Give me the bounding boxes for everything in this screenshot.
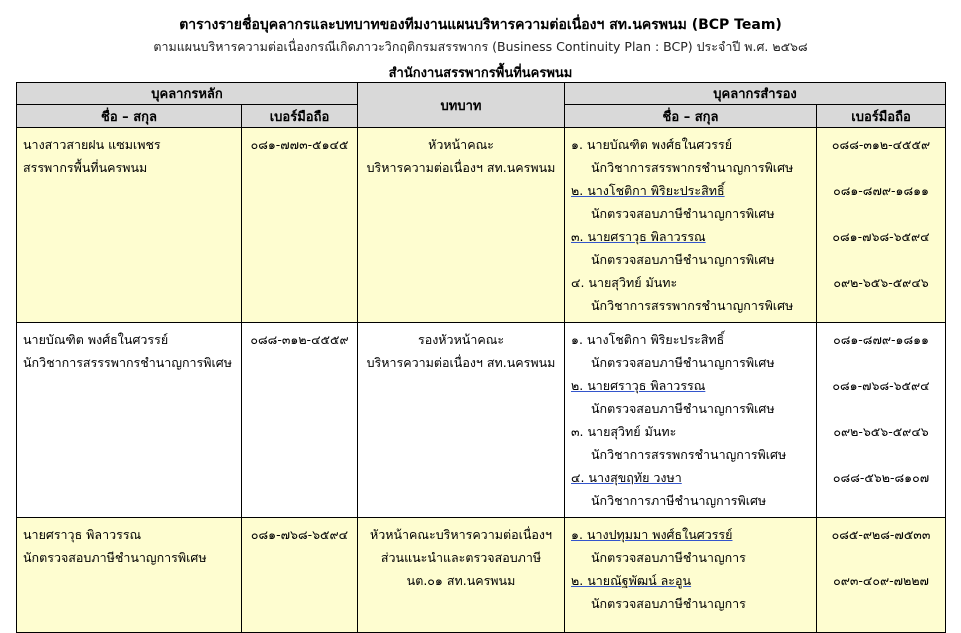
role-cell [358, 128, 565, 323]
bcp-team-table [16, 82, 946, 633]
main-phone-cell [242, 323, 358, 518]
backup-name: ๑. นายบัณฑิต พงศ์ธในศวรรย์ [571, 137, 733, 152]
backup-name: ๑. นางปทุมมา พงศ์ธในศวรรย์ [571, 527, 733, 542]
header-main-personnel: บุคลากรหลัก [17, 83, 358, 105]
backup-phone: ๐๘๑-๘๗๙-๑๘๑๑ [833, 332, 929, 347]
header-backup-name: ชื่อ – สกุล [565, 105, 817, 128]
backup-title: นักตรวจสอบภาษีชำนาญการ [591, 550, 746, 565]
backup-name: ๓. นายสุวิทย์ มันทะ [571, 424, 677, 439]
main-person-phone: ๐๘๘-๓๑๒-๔๕๕๙ [250, 332, 349, 347]
backup-phone: ๐๘๕-๙๒๘-๗๕๓๓ [831, 527, 931, 542]
main-person-name: นายศราวุธ พิลาวรรณ [23, 527, 142, 542]
document-subtitle: ตามแผนบริหารความต่อเนื่องกรณีเกิดภาวะวิกฤติกรมสรรพากร (Business Continuity Plan : BCP) ประจำปี พ.ศ. ๒๕๖๘ [153, 39, 808, 54]
office-name: สำนักงานสรรพากรพื้นที่นครพนม [388, 66, 573, 81]
header-backup-phone: เบอร์มือถือ [817, 105, 946, 128]
backup-names-cell [565, 128, 817, 323]
main-person-cell [17, 128, 242, 323]
backup-name: ๒. นางโชติกา พิริยะประสิทธิ์ [571, 183, 725, 198]
role-line: บริหารความต่อเนื่องฯ สท.นครพนม [366, 355, 556, 370]
main-person-phone: ๐๘๑-๗๖๘-๖๕๙๔ [250, 527, 349, 542]
backup-phones-cell [817, 128, 946, 323]
table-row [17, 323, 946, 518]
main-person-phone: ๐๘๑-๗๗๓-๕๑๔๕ [250, 137, 349, 152]
backup-phone: ๐๙๒-๖๕๖-๕๙๔๖ [833, 424, 929, 439]
backup-name: ๒. นายศราวุธ พิลาวรรณ [571, 378, 706, 393]
backup-title: นักวิชาการสรรพกรชำนาญการพิเศษ [591, 447, 787, 462]
backup-phones-cell [817, 323, 946, 518]
backup-name: ๔. นางสุขฤทัย วงษา [571, 470, 682, 485]
backup-name: ๒. นายณัฐพัฒน์ ละอูน [571, 573, 692, 588]
backup-title: นักตรวจสอบภาษีชำนาญการพิเศษ [591, 401, 775, 416]
backup-title: นักตรวจสอบภาษีชำนาญการพิเศษ [591, 355, 775, 370]
backup-title: นักวิชาการสรรพากรชำนาญการพิเศษ [591, 298, 794, 313]
backup-title: นักวิชาการภาษีชำนาญการพิเศษ [591, 493, 767, 508]
backup-name: ๓. นายศราวุธ พิลาวรรณ [571, 229, 706, 244]
backup-phone: ๐๙๒-๖๕๖-๕๙๔๖ [833, 275, 929, 290]
backup-phone: ๐๘๑-๗๖๘-๖๕๙๔ [832, 378, 930, 393]
role-line: รองหัวหน้าคณะ [417, 332, 505, 347]
backup-phone: ๐๙๓-๔๐๙-๗๒๒๗ [833, 573, 929, 588]
backup-names-cell [565, 323, 817, 518]
main-phone-cell [242, 128, 358, 323]
backup-phone: ๐๘๘-๓๑๒-๔๕๕๙ [831, 137, 931, 152]
backup-phones-cell [817, 518, 946, 633]
document-title: ตารางรายชื่อบุคลากรและบทบาทของทีมงานแผนบริหารความต่อเนื่องฯ สท.นครพนม (BCP Team) [179, 17, 782, 33]
main-person-cell [17, 323, 242, 518]
backup-title: นักตรวจสอบภาษีชำนาญการพิเศษ [591, 252, 775, 267]
role-line: นต.๐๑ สท.นครพนม [406, 573, 516, 588]
header-role: บทบาท [358, 83, 565, 128]
main-person-title: นักตรวจสอบภาษีชำนาญการพิเศษ [23, 550, 207, 565]
backup-phone: ๐๘๑-๗๖๘-๖๕๙๔ [832, 229, 930, 244]
backup-name: ๔. นายสุวิทย์ มันทะ [571, 275, 678, 290]
main-person-name: นายบัณฑิต พงศ์ธในศวรรย์ [23, 332, 169, 347]
role-cell [358, 518, 565, 633]
table-row [17, 128, 946, 323]
main-person-title: สรรพากรพื้นที่นครพนม [23, 160, 148, 175]
role-line: ส่วนแนะนำและตรวจสอบภาษี [380, 550, 542, 565]
table-row [17, 518, 946, 633]
backup-phone: ๐๘๘-๕๖๒-๘๑๐๗ [832, 470, 930, 485]
role-line: หัวหน้าคณะบริหารความต่อเนื่องฯ [369, 527, 553, 542]
main-person-title: นักวิชาการสรรรพากรชำนาญการพิเศษ [23, 355, 232, 370]
backup-title: นักตรวจสอบภาษีชำนาญการ [591, 596, 746, 611]
main-phone-cell [242, 518, 358, 633]
main-person-name: นางสาวสายฝน แซมเพชร [23, 137, 161, 152]
header-backup-personnel: บุคลากรสำรอง [565, 83, 946, 105]
header-main-phone: เบอร์มือถือ [242, 105, 358, 128]
main-person-cell [17, 518, 242, 633]
role-cell [358, 323, 565, 518]
role-line: หัวหน้าคณะ [428, 137, 494, 152]
backup-name: ๑. นางโชติกา พิริยะประสิทธิ์ [571, 332, 725, 347]
role-line: บริหารความต่อเนื่องฯ สท.นครพนม [366, 160, 556, 175]
backup-title: นักตรวจสอบภาษีชำนาญการพิเศษ [591, 206, 775, 221]
backup-names-cell [565, 518, 817, 633]
backup-title: นักวิชาการสรรพากรชำนาญการพิเศษ [591, 160, 794, 175]
backup-phone: ๐๘๑-๘๗๙-๑๘๑๑ [833, 183, 929, 198]
header-main-name: ชื่อ – สกุล [17, 105, 242, 128]
